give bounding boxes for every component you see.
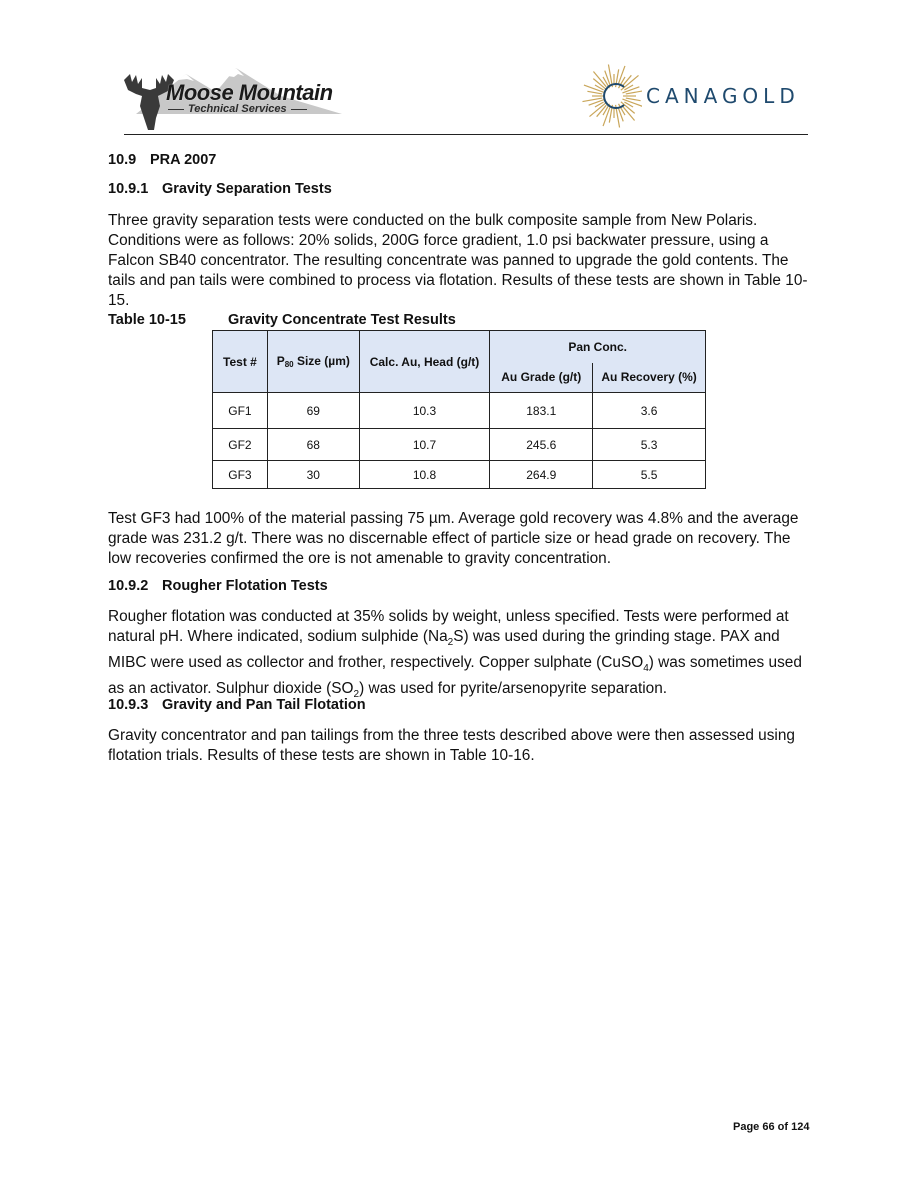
subscript: 2 bbox=[447, 637, 454, 649]
section-title: PRA 2007 bbox=[150, 152, 217, 168]
moose-mountain-name: Moose Mountain bbox=[166, 80, 333, 105]
p80-subscript: 80 bbox=[284, 360, 294, 369]
gravity-results-paragraph: Test GF3 had 100% of the material passing 75 µm. Average gold recovery was 4.8% and the average grade was 231.2 g/t. There was no discernable effect of particle size or head grade on recovery. The low recoveries confirmed the ore is not amenable to gravity concentration. bbox=[108, 510, 799, 567]
moose-mountain-logo bbox=[116, 62, 342, 132]
table-caption bbox=[108, 312, 456, 328]
gravity-separation-paragraph: Three gravity separation tests were conducted on the bulk composite sample from New Polaris. Conditions were as follows: 20% solids, 200G force gradient, 1.0 psi backwater pressure, using a Falcon SB40 concentrator. The resulting concentrate was panned to upgrade the gold contents. The tails and pan tails were combined to process via flotation. Results of these tests are shown in Table 10-15. bbox=[108, 212, 808, 309]
page-number: Page 66 of 124 bbox=[733, 1121, 810, 1133]
cell-p80: 30 bbox=[267, 461, 359, 489]
subscript: 2 bbox=[353, 689, 360, 701]
subsection-number: 10.9.3 bbox=[108, 697, 149, 713]
sunburst-icon bbox=[582, 60, 642, 132]
cell-test: GF1 bbox=[213, 393, 268, 429]
section-heading bbox=[108, 152, 216, 168]
canagold-logo bbox=[582, 60, 802, 132]
pan-tail-flotation-paragraph: Gravity concentrator and pan tailings from the three tests described above were then assessed using flotation trials. Results of these tests are shown in Table 10-16. bbox=[108, 727, 795, 764]
rougher-flotation-paragraph bbox=[108, 607, 812, 705]
subsection-number: 10.9.2 bbox=[108, 578, 149, 594]
header-test: Test # bbox=[213, 331, 268, 393]
cell-recovery: 5.5 bbox=[593, 461, 706, 489]
subsection-heading-3 bbox=[108, 697, 366, 713]
tagline-text: Technical Services bbox=[188, 103, 287, 115]
cell-grade: 245.6 bbox=[490, 429, 593, 461]
canagold-name: CANAGOLD bbox=[646, 84, 800, 108]
cell-calc: 10.8 bbox=[359, 461, 490, 489]
cell-calc: 10.7 bbox=[359, 429, 490, 461]
text-run: ) was used for pyrite/arsenopyrite separation. bbox=[359, 680, 668, 698]
cell-test: GF2 bbox=[213, 429, 268, 461]
cell-recovery: 3.6 bbox=[593, 393, 706, 429]
cell-p80: 68 bbox=[267, 429, 359, 461]
p80-prefix: P bbox=[276, 354, 285, 368]
cell-grade: 183.1 bbox=[490, 393, 593, 429]
header-rule bbox=[124, 134, 808, 135]
moose-mountain-tagline bbox=[168, 103, 326, 115]
cell-p80: 69 bbox=[267, 393, 359, 429]
subscript: 4 bbox=[643, 663, 649, 675]
header-p80 bbox=[267, 331, 359, 393]
table-label: Table 10-15 bbox=[108, 312, 186, 328]
cell-calc: 10.3 bbox=[359, 393, 490, 429]
subsection-heading-1 bbox=[108, 181, 332, 197]
subsection-title: Rougher Flotation Tests bbox=[162, 578, 328, 594]
table-row bbox=[213, 429, 706, 461]
p80-suffix: Size (µm) bbox=[293, 354, 350, 368]
text-run: S) was used during the grinding stage. PAX and MIBC were used as collector and frother, respectively. Copper sulphate (CuSO bbox=[108, 628, 780, 672]
table-title: Gravity Concentrate Test Results bbox=[228, 312, 456, 328]
table-row bbox=[213, 461, 706, 489]
text-run: ) was sometimes used as an activator. Sulphur dioxide (SO bbox=[108, 654, 802, 698]
cell-recovery: 5.3 bbox=[593, 429, 706, 461]
subsection-title: Gravity Separation Tests bbox=[162, 181, 332, 197]
gravity-concentrate-table bbox=[212, 330, 706, 489]
header-au-grade: Au Grade (g/t) bbox=[490, 363, 593, 393]
cell-grade: 264.9 bbox=[490, 461, 593, 489]
section-number: 10.9 bbox=[108, 152, 137, 168]
header-pan-conc: Pan Conc. bbox=[490, 331, 706, 363]
subsection-title: Gravity and Pan Tail Flotation bbox=[162, 697, 366, 713]
header-au-recovery: Au Recovery (%) bbox=[593, 363, 706, 393]
cell-test: GF3 bbox=[213, 461, 268, 489]
subsection-heading-2 bbox=[108, 578, 328, 594]
header-calc-head: Calc. Au, Head (g/t) bbox=[359, 331, 490, 393]
subsection-number: 10.9.1 bbox=[108, 181, 149, 197]
text-run: Rougher flotation was conducted at 35% solids by weight, unless specified. Tests were performed at natural pH. Where indicated, sodium sulphide (Na bbox=[108, 608, 789, 645]
table-row bbox=[213, 393, 706, 429]
